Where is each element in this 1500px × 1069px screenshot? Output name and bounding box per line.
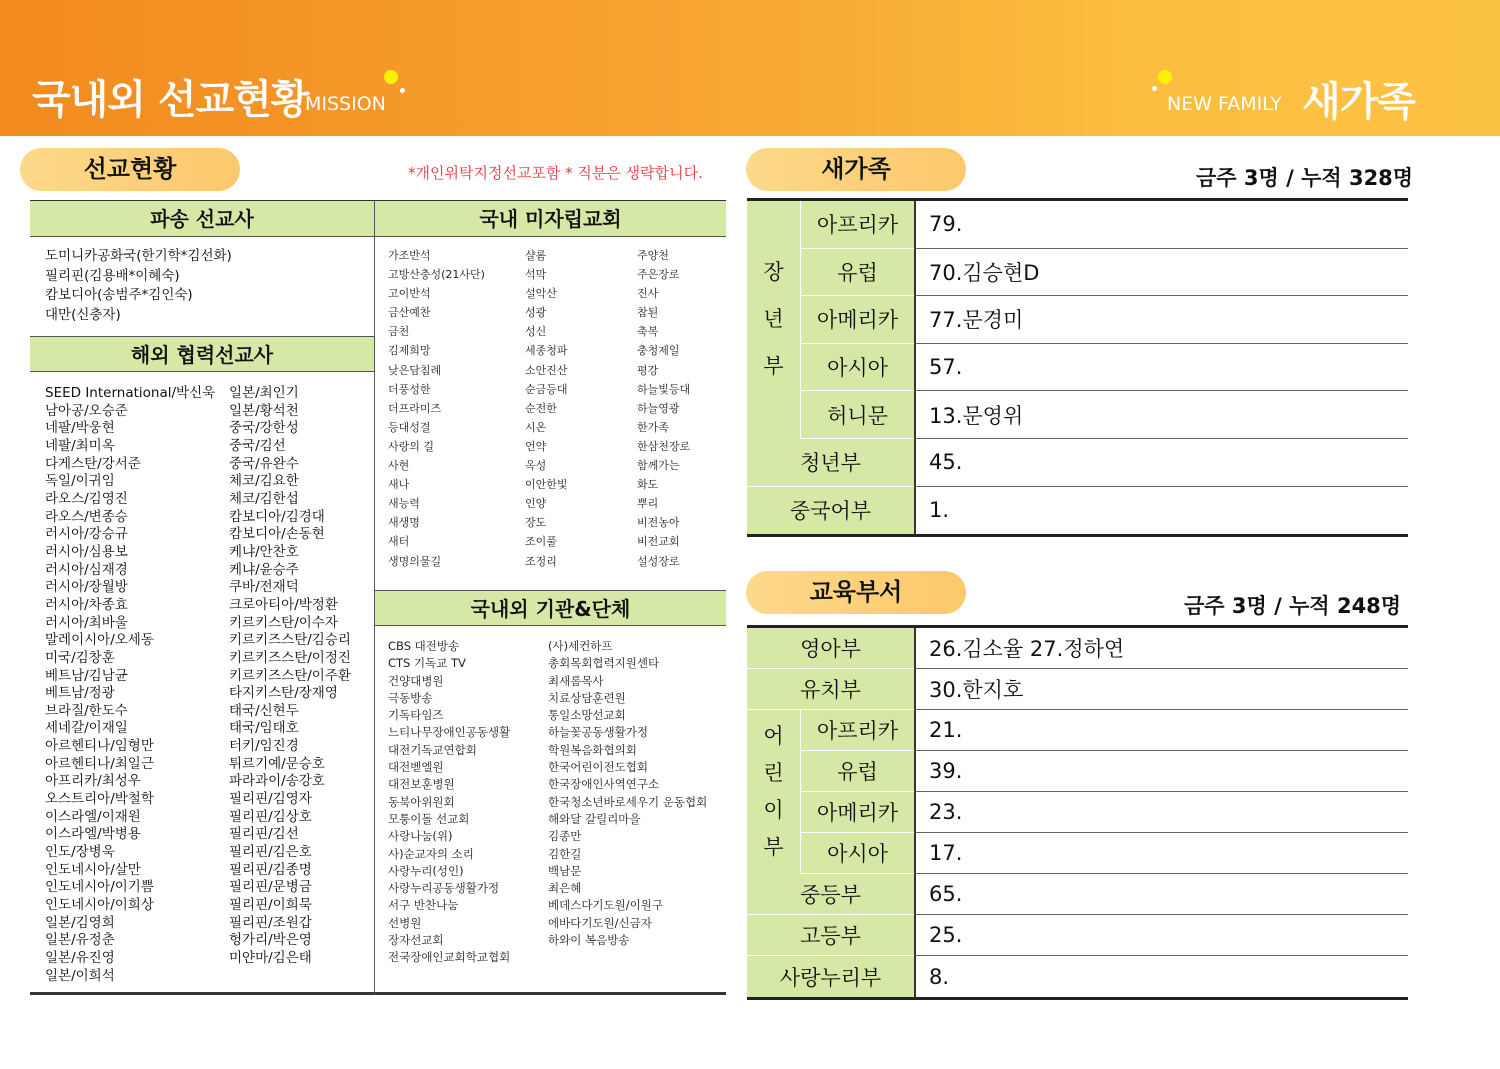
list-item: 체코/김요한: [229, 473, 299, 490]
list-item: 시온: [525, 420, 547, 434]
list-item: 베트남/김남균: [45, 667, 128, 684]
list-item: 라오스/김영진: [45, 490, 128, 507]
list-item: 선병원: [388, 915, 422, 930]
overseas-header: 해외 협력선교사: [30, 336, 374, 372]
org-header: 국내외 기관&단체: [375, 590, 726, 626]
list-item: 독일/이귀임: [45, 473, 115, 490]
row-label: 유럽: [801, 249, 914, 297]
list-item: 일본/최인기: [229, 385, 299, 401]
list-item: 인도/장병욱: [45, 844, 115, 861]
list-item: 느티나무장애인공동생활: [388, 725, 511, 740]
list-item: 필리핀/김종명: [229, 861, 312, 878]
table-row: [747, 874, 1408, 915]
list-item: 일본/김영희: [45, 914, 115, 931]
list-item: 충청제일: [637, 344, 680, 358]
list-item: 새능력: [388, 497, 420, 511]
list-item: 해와달 갈릴리마을: [548, 811, 641, 826]
row-value: 25.: [914, 915, 1408, 956]
list-item: 대전기독교연합회: [388, 742, 477, 757]
row-value: 8.: [914, 956, 1408, 997]
list-item: 금천: [388, 325, 410, 339]
list-item: 캄보디아(송범주*김인숙): [45, 287, 193, 303]
list-item: 동북아위원회: [388, 794, 455, 809]
list-item: 참된: [637, 306, 659, 320]
list-item: 남아공/오승준: [45, 402, 128, 419]
row-label: 아시아: [801, 344, 914, 392]
list-item: 순전한: [525, 401, 557, 415]
list-item: 캄보디아/손동현: [229, 526, 325, 543]
list-item: 주은장로: [637, 268, 680, 282]
list-item: 파라과이/송강호: [229, 773, 325, 790]
list-item: 네팔/최미옥: [45, 437, 115, 454]
list-item: 대전보훈병원: [388, 777, 455, 792]
list-item: 러시아/강승규: [45, 526, 128, 543]
list-item: 키르키즈스탄/이주환: [229, 667, 351, 684]
list-item: 장도: [525, 516, 547, 530]
list-item: 필리핀(김용배*이혜숙): [45, 267, 180, 284]
list-item: 아르헨티나/최일근: [45, 755, 154, 772]
list-item: 사현: [388, 459, 410, 473]
table-row: [801, 391, 1408, 439]
mission-note: *개인위탁지정선교포함 * 직분은 생략합니다.: [408, 164, 703, 182]
list-item: 축복: [637, 325, 659, 339]
row-label: 아메리카: [801, 296, 914, 344]
list-item: 고이반석: [388, 287, 431, 301]
list-item: 아프리카/최성우: [45, 773, 141, 790]
list-item: 캄보디아/김경대: [229, 508, 325, 525]
row-label: 영아부: [747, 628, 914, 669]
row-value: 57.: [914, 344, 1408, 392]
overseas-list-col1: [45, 385, 215, 985]
list-item: 네팔/박웅현: [45, 420, 115, 437]
list-item: 러시아/심재경: [45, 561, 128, 578]
list-item: 주양천: [637, 249, 669, 262]
row-label: 청년부: [747, 439, 914, 487]
list-item: 미국/김창훈: [45, 649, 115, 666]
list-item: 베트남/정광: [45, 685, 115, 702]
youth-group: [747, 201, 1408, 439]
row-label: 아메리카: [801, 792, 914, 833]
list-item: 하늘빛등대: [637, 382, 691, 396]
newfamily-total: 금주 3명 / 누적 328명: [1196, 166, 1414, 190]
list-item: 인도네시아/살만: [45, 861, 141, 878]
list-item: 이스라엘/박병용: [45, 826, 141, 843]
mission-pill: 선교현황: [20, 148, 240, 191]
list-item: 사)순교자의 소리: [388, 846, 474, 861]
decor-dot-icon: [400, 88, 405, 93]
newfamily-table: [747, 198, 1408, 537]
group-label-char: 어: [763, 724, 784, 748]
list-item: 베데스다기도원/이원구: [548, 898, 663, 913]
list-item: 김한길: [548, 846, 582, 861]
list-item: 중국/김선: [229, 437, 286, 454]
list-item: 크로아티아/박정환: [229, 596, 338, 613]
table-row: [747, 487, 1408, 535]
list-item: 키르키즈스탄/김승리: [229, 632, 351, 649]
table-row: [801, 201, 1408, 249]
row-value: 13.문영위: [914, 391, 1408, 439]
table-row: [747, 956, 1408, 997]
page-header: [0, 0, 1500, 136]
group-label-char: 장: [763, 260, 784, 285]
list-item: 화도: [637, 478, 659, 492]
list-item: 고방산충성(21사단): [388, 268, 485, 282]
list-item: 함께가는: [637, 459, 680, 473]
list-item: 총회목회협력지원센타: [548, 656, 660, 671]
list-item: 평강: [637, 363, 659, 377]
education-pill: 교육부서: [746, 571, 966, 614]
list-item: 통일소망선교회: [548, 708, 626, 723]
row-value: 79.: [914, 201, 1408, 249]
table-row: [801, 710, 1408, 751]
list-item: 체코/김한섭: [229, 490, 299, 507]
list-item: 진사: [637, 287, 659, 301]
list-item: 필리핀/김선: [229, 826, 299, 843]
list-item: 하늘꽃공동생활가정: [548, 725, 648, 740]
row-label: 중등부: [747, 874, 914, 915]
list-item: 다게스탄/강서준: [45, 455, 141, 472]
list-item: 비전교회: [637, 535, 680, 549]
list-item: 세네갈/이재일: [45, 720, 128, 737]
list-item: 인도네시아/이기쁨: [45, 879, 154, 896]
list-item: 태국/신현두: [229, 702, 299, 719]
list-item: 라오스/변종승: [45, 508, 128, 525]
list-item: 케냐/안찬호: [229, 543, 299, 560]
list-item: 비전농아: [637, 516, 680, 530]
list-item: 중국/유완수: [229, 455, 299, 472]
list-item: 러시아/최바울: [45, 614, 128, 631]
group-label-char: 린: [763, 761, 784, 785]
list-item: 조정리: [525, 554, 557, 568]
sent-header: 파송 선교사: [30, 201, 374, 237]
list-item: 순금등대: [525, 382, 568, 396]
list-item: 옥성: [525, 459, 547, 473]
table-row: [801, 249, 1408, 297]
list-item: 등대성결: [388, 420, 431, 434]
list-item: 기독타임즈: [388, 708, 444, 723]
group-label-char: 부: [763, 835, 784, 859]
list-item: 설악산: [525, 287, 557, 301]
list-item: 일본/유정춘: [45, 932, 115, 949]
list-item: 사랑누리공동생활가정: [388, 881, 500, 896]
list-item: 김제희망: [388, 344, 431, 358]
domestic-list-col3: [637, 246, 690, 571]
list-item: 필리핀/문병금: [229, 879, 312, 896]
row-value: 1.: [914, 487, 1408, 535]
domestic-header: 국내 미자립교회: [375, 201, 726, 237]
list-item: 조이풀: [525, 535, 557, 549]
list-item: 가조반석: [388, 249, 431, 262]
row-value: 17.: [914, 833, 1408, 874]
list-item: 타지키스탄/장재영: [229, 685, 338, 702]
row-label: 아프리카: [801, 201, 914, 249]
list-item: 최은혜: [548, 881, 582, 896]
list-item: 사랑의 길: [388, 439, 435, 453]
youth-group-label: [747, 201, 801, 439]
list-item: 뿌리: [637, 497, 659, 511]
row-label: 사랑누리부: [747, 956, 914, 997]
row-label: 아프리카: [801, 710, 914, 751]
list-item: 태국/임태호: [229, 720, 299, 737]
list-item: 치료상담훈련원: [548, 690, 626, 705]
row-label: 고등부: [747, 915, 914, 956]
list-item: 학원복음화협의회: [548, 742, 637, 757]
list-item: 말레이시아/오세동: [45, 632, 154, 649]
row-value: 30.한지호: [914, 669, 1408, 710]
list-item: 성신: [525, 325, 547, 339]
table-row: [747, 628, 1408, 669]
children-group-label: [747, 710, 801, 874]
domestic-list-col2: [525, 246, 568, 571]
list-item: 러시아/장월방: [45, 579, 128, 596]
education-total: 금주 3명 / 누적 248명: [1184, 594, 1402, 618]
list-item: 일본/이희석: [45, 967, 115, 984]
list-item: 극동방송: [388, 690, 433, 705]
table-row: [801, 792, 1408, 833]
list-item: 서구 반찬나눔: [388, 898, 459, 913]
list-item: 한국청소년바로세우기 운동협회: [548, 794, 708, 809]
list-item: CBS 대전방송: [388, 639, 460, 653]
list-item: 사랑누리(성인): [388, 863, 464, 878]
list-item: 새나: [388, 478, 410, 492]
list-item: 건양대병원: [388, 673, 444, 688]
list-item: 이스라엘/이재원: [45, 808, 141, 825]
row-value: 39.: [914, 751, 1408, 792]
list-item: 새터: [388, 535, 410, 549]
list-item: 대전벧엘원: [388, 760, 444, 775]
list-item: 한국장애인사역연구소: [548, 777, 660, 792]
list-item: 아르헨티나/임형만: [45, 738, 154, 755]
list-item: 언약: [525, 439, 547, 453]
decor-dot-icon: [1158, 70, 1172, 84]
row-value: 21.: [914, 710, 1408, 751]
newfamily-pill: 새가족: [746, 148, 966, 191]
list-item: 세종청파: [525, 344, 568, 358]
decor-dot-icon: [1152, 86, 1157, 91]
list-item: 생명의물길: [388, 554, 442, 568]
row-value: 70.김승현D: [914, 249, 1408, 297]
list-item: 금산예찬: [388, 306, 431, 320]
list-item: 모퉁이돌 선교회: [388, 811, 470, 826]
list-item: 설성장로: [637, 554, 680, 568]
list-item: 오스트리아/박철학: [45, 791, 154, 808]
list-item: 필리핀/김영자: [229, 791, 312, 808]
list-item: 미얀마/김은태: [229, 950, 312, 966]
list-item: 하와이 복음방송: [548, 933, 630, 948]
decor-dot-icon: [384, 70, 398, 84]
list-item: 새생명: [388, 516, 420, 530]
list-item: (사)세컨하프: [548, 639, 613, 653]
list-item: 중국/강한성: [229, 420, 299, 437]
row-label: 허니문: [801, 391, 914, 439]
list-item: 헝가리/박은영: [229, 932, 312, 949]
newfamily-subtitle: NEW FAMILY: [1167, 93, 1282, 115]
list-item: 케냐/윤승주: [229, 561, 299, 578]
list-item: 한삼천장로: [637, 439, 691, 453]
list-item: 에바다기도원/신금자: [548, 915, 652, 930]
list-item: 성광: [525, 306, 547, 320]
list-item: 일본/유진영: [45, 950, 115, 966]
list-item: 백남문: [548, 863, 582, 878]
table-row: [801, 296, 1408, 344]
list-item: 대만(신충자): [45, 306, 121, 323]
list-item: 한국어린이전도협회: [548, 760, 648, 775]
domestic-list-col1: [388, 246, 485, 571]
list-item: 소안진산: [525, 363, 568, 377]
list-item: 인도네시아/이희상: [45, 897, 154, 914]
list-item: 장자선교회: [388, 933, 444, 948]
org-list-col2: [548, 638, 707, 949]
list-item: 샬롬: [525, 249, 547, 262]
list-item: 인양: [525, 497, 547, 511]
list-item: 브라질/한도수: [45, 702, 128, 719]
list-item: 하늘영광: [637, 401, 680, 415]
list-item: SEED International/박신욱: [45, 385, 216, 401]
overseas-list-col2: [229, 385, 351, 968]
table-row: [801, 833, 1408, 874]
list-item: 김종만: [548, 829, 582, 844]
list-item: 필리핀/김은호: [229, 844, 312, 861]
group-label-char: 이: [763, 798, 784, 822]
list-item: 도미니카공화국(한기학*김선화): [45, 248, 232, 264]
list-item: 쿠바/전재덕: [229, 579, 299, 596]
list-item: 키르키스탄/이수자: [229, 614, 338, 631]
list-item: 러시아/차종효: [45, 596, 128, 613]
list-item: 사랑나눔(위): [388, 829, 453, 844]
sent-list: [45, 247, 232, 325]
row-value: 45.: [914, 439, 1408, 487]
list-item: CTS 기독교 TV: [388, 656, 466, 671]
newfamily-title: 새가족: [1302, 79, 1415, 125]
list-item: 튀르기예/문승호: [229, 755, 325, 772]
list-item: 러시아/심용보: [45, 543, 128, 560]
list-item: 낮은담침례: [388, 363, 442, 377]
list-item: 키르키즈스탄/이정진: [229, 649, 351, 666]
mission-subtitle: MISSION: [305, 93, 386, 115]
list-item: 더프라미즈: [388, 401, 442, 415]
row-value: 77.문경미: [914, 296, 1408, 344]
table-row: [747, 669, 1408, 710]
group-label-char: 년: [763, 307, 784, 332]
list-item: 필리핀/김상호: [229, 808, 312, 825]
org-list-col1: [388, 638, 510, 967]
mission-title: 국내외 선교현황: [32, 77, 309, 123]
list-item: 최새롬목사: [548, 673, 604, 688]
row-label: 중국어부: [747, 487, 914, 535]
row-label: 유럽: [801, 751, 914, 792]
row-value: 23.: [914, 792, 1408, 833]
list-item: 더풍성한: [388, 382, 431, 396]
list-item: 필리핀/이희묵: [229, 897, 312, 914]
list-item: 필리핀/조원갑: [229, 914, 312, 931]
list-item: 일본/황석천: [229, 402, 299, 419]
table-row: [801, 344, 1408, 392]
row-label: 유치부: [747, 669, 914, 710]
list-item: 전국장애인교회학교협회: [388, 950, 511, 965]
table-row: [747, 439, 1408, 487]
education-table: [747, 625, 1408, 1000]
list-item: 한가족: [637, 420, 669, 434]
row-label: 아시아: [801, 833, 914, 874]
group-label-char: 부: [763, 354, 784, 379]
list-item: 이안한빛: [525, 478, 568, 492]
row-value: 65.: [914, 874, 1408, 915]
list-item: 터키/임진경: [229, 738, 299, 755]
row-value: 26.김소율 27.정하연: [914, 628, 1408, 669]
list-item: 석막: [525, 268, 547, 282]
table-row: [747, 915, 1408, 956]
table-row: [801, 751, 1408, 792]
children-group: [747, 710, 1408, 874]
